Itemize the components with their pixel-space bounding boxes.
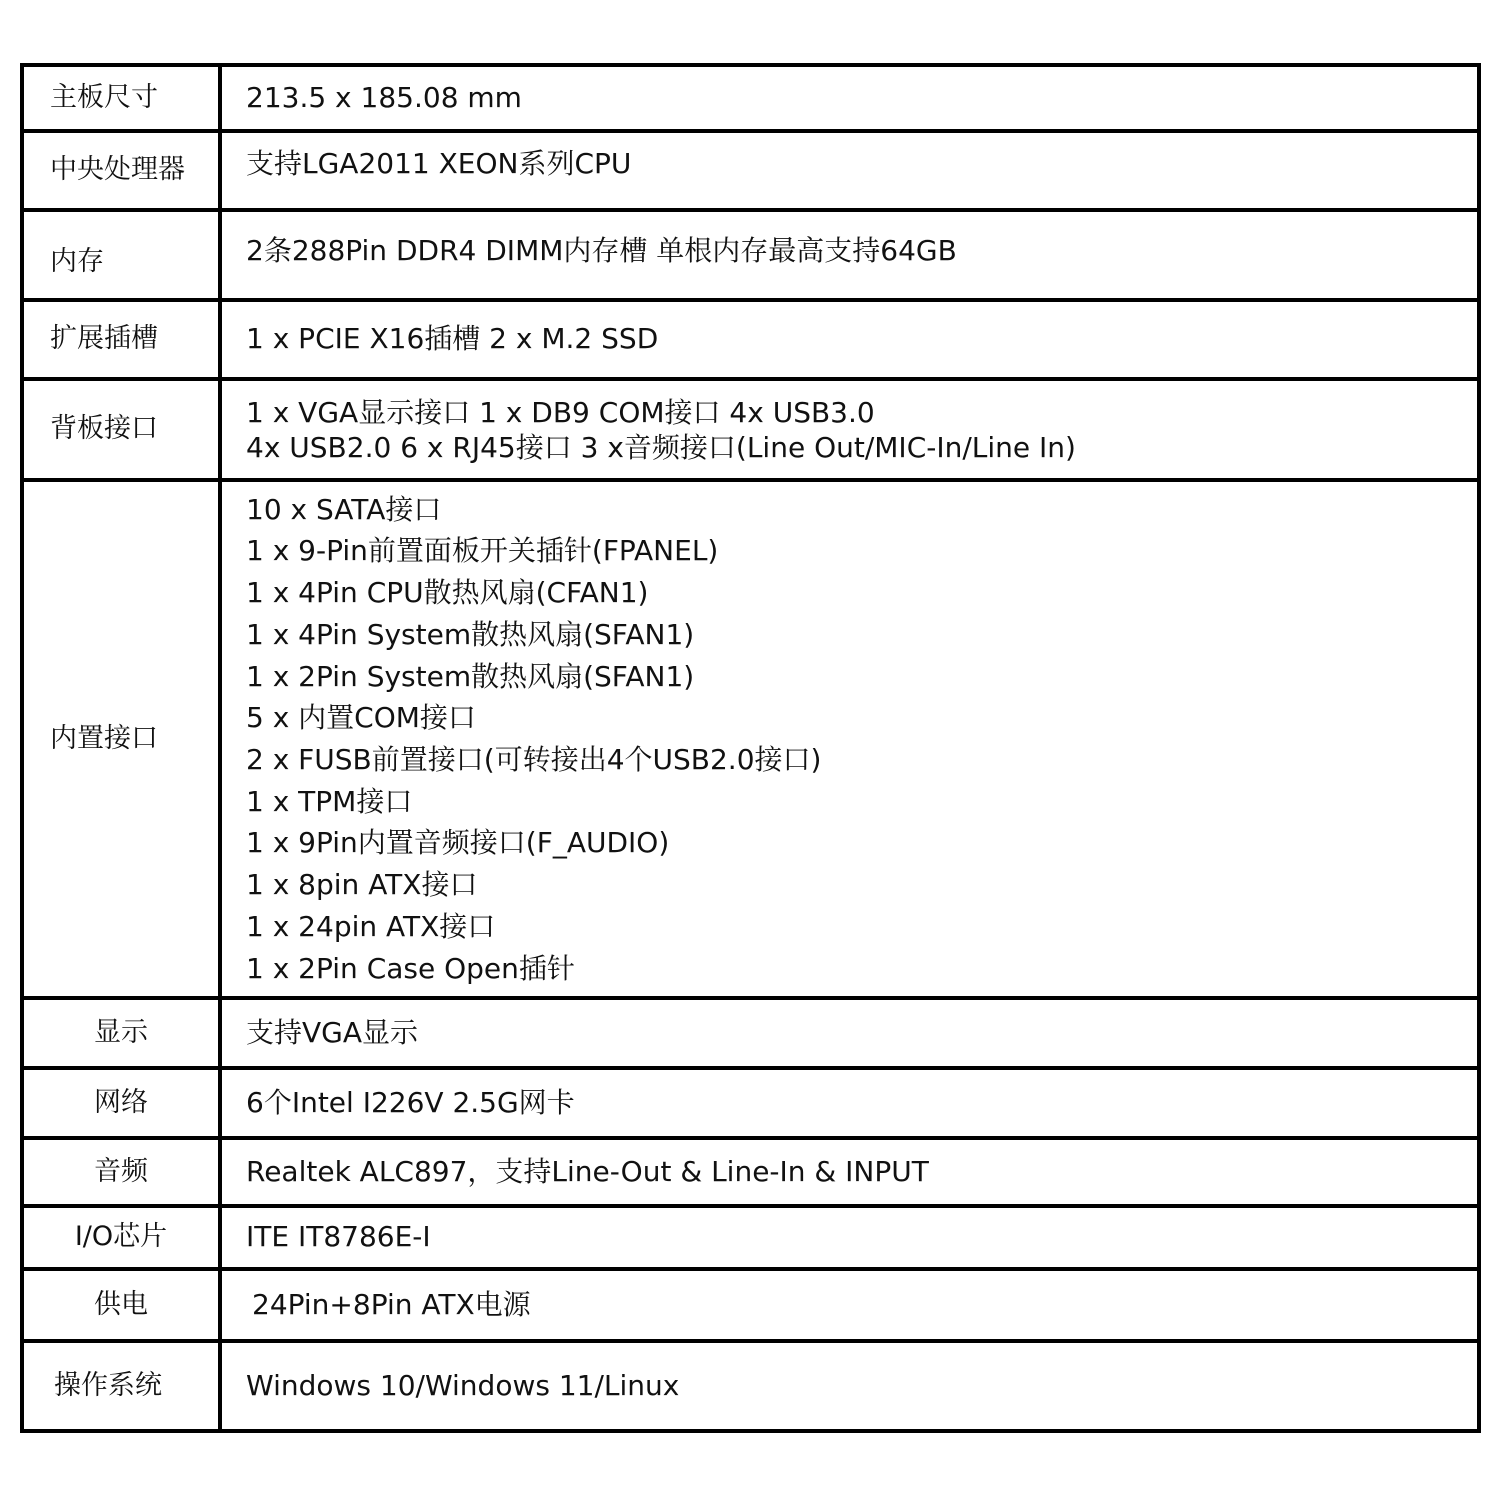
value-line: 1 x 9Pin内置音频接口(F_AUDIO): [246, 826, 670, 860]
row-internal-io: [22, 480, 1479, 998]
value-line: 1 x 24pin ATX接口: [246, 909, 496, 943]
row-value: [220, 210, 1479, 300]
row-label: 操作系统: [22, 1341, 220, 1431]
row-value: [220, 131, 1479, 210]
row-network: [22, 1068, 1479, 1138]
row-memory: [22, 210, 1479, 300]
spec-table: [20, 63, 1481, 1433]
value-line: 4x USB2.0 6 x RJ45接口 3 x音频接口(Line Out/MIC-In/Line In): [246, 430, 1076, 464]
value-line: 支持VGA显示: [246, 1015, 419, 1049]
value-line: 1 x 9-Pin前置面板开关插针(FPANEL): [246, 534, 719, 568]
row-value: [220, 998, 1479, 1068]
row-value: [220, 1341, 1479, 1431]
value-line: 2 x FUSB前置接口(可转接出4个USB2.0接口): [246, 743, 822, 776]
row-io-chip: [22, 1206, 1479, 1269]
value-line: 24Pin+8Pin ATX电源: [252, 1287, 531, 1321]
value-line: 1 x TPM接口: [246, 784, 413, 818]
row-label: 主板尺寸: [22, 65, 220, 131]
value-line: ITE IT8786E-I: [246, 1220, 431, 1254]
row-label: I/O芯片: [22, 1206, 220, 1269]
value-line: 1 x 4Pin CPU散热风扇(CFAN1): [246, 576, 649, 610]
row-value: [220, 1269, 1479, 1341]
row-rear-io: [22, 379, 1479, 480]
row-cpu: [22, 131, 1479, 210]
row-os: [22, 1341, 1479, 1431]
row-value: [220, 300, 1479, 379]
row-value: [220, 480, 1479, 998]
value-line: 1 x 2Pin System散热风扇(SFAN1): [246, 659, 695, 693]
value-line: 213.5 x 185.08 mm: [246, 80, 522, 114]
value-line: 2条288Pin DDR4 DIMM内存槽 单根内存最高支持64GB: [246, 233, 957, 267]
value-line: 5 x 内置COM接口: [246, 701, 476, 735]
row-label: 网络: [22, 1068, 220, 1138]
row-label: 显示: [22, 998, 220, 1068]
row-label: 扩展插槽: [22, 300, 220, 379]
row-label: 音频: [22, 1138, 220, 1206]
row-value: [220, 1138, 1479, 1206]
value-line: 1 x 4Pin System散热风扇(SFAN1): [246, 617, 695, 651]
row-display: [22, 998, 1479, 1068]
row-board-size: [22, 65, 1479, 131]
row-power: [22, 1269, 1479, 1341]
row-label: 中央处理器: [22, 131, 220, 210]
value-line: Realtek ALC897，支持Line-Out & Line-In & INPUT: [246, 1154, 929, 1188]
row-value: [220, 65, 1479, 131]
row-value: [220, 1206, 1479, 1269]
row-label: 内置接口: [22, 480, 220, 998]
value-line: 支持LGA2011 XEON系列CPU: [246, 147, 632, 181]
value-line: 10 x SATA接口: [246, 492, 442, 526]
value-line: 1 x VGA显示接口 1 x DB9 COM接口 4x USB3.0: [246, 395, 875, 429]
row-label: 背板接口: [22, 379, 220, 480]
value-line: 6个Intel I226V 2.5G网卡: [246, 1085, 575, 1119]
value-line: 1 x 2Pin Case Open插针: [246, 951, 575, 985]
row-audio: [22, 1138, 1479, 1206]
row-expansion: [22, 300, 1479, 379]
row-value: [220, 379, 1479, 480]
value-line: 1 x PCIE X16插槽 2 x M.2 SSD: [246, 322, 659, 356]
row-label: 内存: [22, 210, 220, 300]
value-line: 1 x 8pin ATX接口: [246, 868, 478, 902]
row-value: [220, 1068, 1479, 1138]
row-label: 供电: [22, 1269, 220, 1341]
value-line: Windows 10/Windows 11/Linux: [246, 1368, 680, 1402]
